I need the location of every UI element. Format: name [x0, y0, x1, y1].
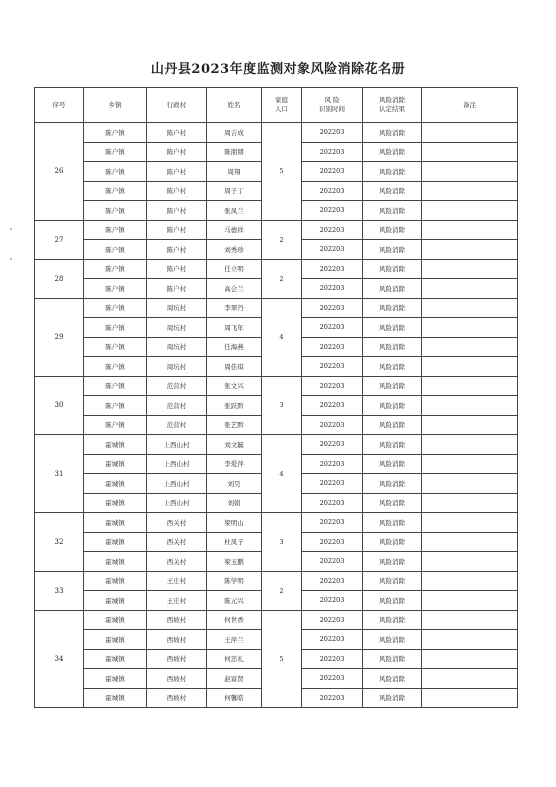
town-cell: 陈户镇	[84, 240, 147, 260]
name-cell: 李爱萍	[207, 454, 262, 474]
note-cell	[422, 513, 518, 533]
town-cell: 陈户镇	[84, 298, 147, 318]
table-row	[35, 435, 518, 455]
roster-body	[35, 123, 518, 708]
note-cell	[422, 630, 518, 650]
seq-cell: 27	[35, 220, 84, 259]
name-cell: 周佳琪	[207, 357, 262, 377]
town-cell: 陈户镇	[84, 201, 147, 221]
table-row	[35, 298, 518, 318]
result-cell: 风险消除	[363, 240, 422, 260]
village-cell: 上西山村	[147, 454, 207, 474]
village-cell: 西关村	[147, 532, 207, 552]
name-cell: 梁玉鹏	[207, 552, 262, 572]
town-cell: 陈户镇	[84, 318, 147, 338]
result-cell: 风险消除	[363, 337, 422, 357]
result-cell: 风险消除	[363, 513, 422, 533]
note-cell	[422, 142, 518, 162]
family-population-cell: 5	[262, 610, 302, 708]
note-cell	[422, 240, 518, 260]
result-cell: 风险消除	[363, 688, 422, 708]
village-cell: 陈户村	[147, 220, 207, 240]
risk-time-cell: 202203	[302, 181, 363, 201]
note-cell	[422, 259, 518, 279]
risk-time-cell: 202203	[302, 415, 363, 435]
header-family-line1: 家庭	[275, 96, 288, 105]
risk-time-cell: 202203	[302, 298, 363, 318]
result-cell: 风险消除	[363, 357, 422, 377]
header-risk-time	[302, 88, 363, 123]
result-cell: 风险消除	[363, 123, 422, 143]
result-cell: 风险消除	[363, 376, 422, 396]
risk-time-cell: 202203	[302, 220, 363, 240]
village-cell: 西坡村	[147, 688, 207, 708]
note-cell	[422, 591, 518, 611]
name-cell: 高会兰	[207, 279, 262, 299]
town-cell: 陈户镇	[84, 123, 147, 143]
name-cell: 赵富贤	[207, 669, 262, 689]
village-cell: 西坡村	[147, 649, 207, 669]
family-population-cell: 4	[262, 298, 302, 376]
town-cell: 霍城镇	[84, 435, 147, 455]
note-cell	[422, 454, 518, 474]
note-cell	[422, 415, 518, 435]
name-cell: 何忠礼	[207, 649, 262, 669]
name-cell: 李翠丹	[207, 298, 262, 318]
town-cell: 陈户镇	[84, 337, 147, 357]
result-cell: 风险消除	[363, 318, 422, 338]
town-cell: 陈户镇	[84, 220, 147, 240]
name-cell: 张跃黔	[207, 396, 262, 416]
header-village: 行政村	[147, 88, 207, 123]
name-cell: 刘娟	[207, 493, 262, 513]
note-cell	[422, 474, 518, 494]
risk-time-cell: 202203	[302, 493, 363, 513]
town-cell: 陈户镇	[84, 259, 147, 279]
header-row	[35, 88, 518, 123]
town-cell: 霍城镇	[84, 474, 147, 494]
risk-time-cell: 202203	[302, 123, 363, 143]
risk-time-cell: 202203	[302, 513, 363, 533]
header-result-line2: 认定结果	[379, 105, 405, 113]
name-cell: 陈元兴	[207, 591, 262, 611]
risk-time-cell: 202203	[302, 630, 363, 650]
name-cell: 何世香	[207, 610, 262, 630]
risk-time-cell: 202203	[302, 454, 363, 474]
seq-cell: 29	[35, 298, 84, 376]
note-cell	[422, 669, 518, 689]
town-cell: 陈户镇	[84, 162, 147, 182]
village-cell: 陈户村	[147, 162, 207, 182]
name-cell: 刘文毓	[207, 435, 262, 455]
risk-time-cell: 202203	[302, 688, 363, 708]
risk-time-cell: 202203	[302, 552, 363, 572]
village-cell: 陈户村	[147, 181, 207, 201]
table-row	[35, 376, 518, 396]
risk-time-cell: 202203	[302, 240, 363, 260]
name-cell: 王萍兰	[207, 630, 262, 650]
risk-time-cell: 202203	[302, 396, 363, 416]
village-cell: 西坡村	[147, 630, 207, 650]
result-cell: 风险消除	[363, 181, 422, 201]
risk-time-cell: 202203	[302, 532, 363, 552]
result-cell: 风险消除	[363, 474, 422, 494]
family-population-cell: 2	[262, 259, 302, 298]
result-cell: 风险消除	[363, 162, 422, 182]
note-cell	[422, 610, 518, 630]
family-population-cell: 4	[262, 435, 302, 513]
name-cell: 梁明山	[207, 513, 262, 533]
family-population-cell: 2	[262, 220, 302, 259]
document-title: 山丹县2023年度监测对象风险消除花名册	[150, 62, 406, 77]
result-cell: 风险消除	[363, 454, 422, 474]
name-cell: 周子丁	[207, 181, 262, 201]
header-town: 乡镇	[84, 88, 147, 123]
note-cell	[422, 298, 518, 318]
result-cell: 风险消除	[363, 396, 422, 416]
result-cell: 风险消除	[363, 610, 422, 630]
result-cell: 风险消除	[363, 298, 422, 318]
result-cell: 风险消除	[363, 649, 422, 669]
header-risk-line2: 识别时间	[319, 105, 345, 113]
risk-time-cell: 202203	[302, 435, 363, 455]
village-cell: 上西山村	[147, 435, 207, 455]
note-cell	[422, 493, 518, 513]
town-cell: 霍城镇	[84, 454, 147, 474]
result-cell: 风险消除	[363, 435, 422, 455]
village-cell: 周坑村	[147, 337, 207, 357]
town-cell: 陈户镇	[84, 396, 147, 416]
name-cell: 杜凤子	[207, 532, 262, 552]
family-population-cell: 5	[262, 123, 302, 221]
result-cell: 风险消除	[363, 630, 422, 650]
name-cell: 张文兴	[207, 376, 262, 396]
name-cell: 任海燕	[207, 337, 262, 357]
result-cell: 风险消除	[363, 201, 422, 221]
village-cell: 西坡村	[147, 610, 207, 630]
risk-time-cell: 202203	[302, 357, 363, 377]
town-cell: 陈户镇	[84, 181, 147, 201]
note-cell	[422, 123, 518, 143]
town-cell: 陈户镇	[84, 142, 147, 162]
seq-cell: 31	[35, 435, 84, 513]
town-cell: 霍城镇	[84, 571, 147, 591]
town-cell: 霍城镇	[84, 630, 147, 650]
village-cell: 陈户村	[147, 240, 207, 260]
table-row	[35, 123, 518, 143]
village-cell: 范营村	[147, 396, 207, 416]
note-cell	[422, 435, 518, 455]
town-cell: 陈户镇	[84, 376, 147, 396]
note-cell	[422, 181, 518, 201]
table-row	[35, 571, 518, 591]
note-cell	[422, 552, 518, 572]
table-row	[35, 220, 518, 240]
note-cell	[422, 220, 518, 240]
village-cell: 西关村	[147, 513, 207, 533]
risk-time-cell: 202203	[302, 669, 363, 689]
result-cell: 风险消除	[363, 571, 422, 591]
result-cell: 风险消除	[363, 279, 422, 299]
town-cell: 陈户镇	[84, 279, 147, 299]
seq-cell: 30	[35, 376, 84, 435]
note-cell	[422, 162, 518, 182]
risk-time-cell: 202203	[302, 610, 363, 630]
family-population-cell: 3	[262, 513, 302, 572]
seq-cell: 34	[35, 610, 84, 708]
header-note: 备注	[422, 88, 518, 123]
name-cell: 周飞年	[207, 318, 262, 338]
village-cell: 陈户村	[147, 259, 207, 279]
village-cell: 陈户村	[147, 279, 207, 299]
table-row	[35, 513, 518, 533]
result-cell: 风险消除	[363, 591, 422, 611]
header-family-population	[262, 88, 302, 123]
village-cell: 陈户村	[147, 123, 207, 143]
town-cell: 霍城镇	[84, 532, 147, 552]
town-cell: 霍城镇	[84, 591, 147, 611]
result-cell: 风险消除	[363, 532, 422, 552]
note-cell	[422, 571, 518, 591]
village-cell: 王庄村	[147, 591, 207, 611]
village-cell: 周坑村	[147, 357, 207, 377]
header-result-line1: 风险消除	[379, 96, 405, 105]
village-cell: 上西山村	[147, 474, 207, 494]
result-cell: 风险消除	[363, 220, 422, 240]
note-cell	[422, 279, 518, 299]
village-cell: 周坑村	[147, 318, 207, 338]
header-risk-line1: 风 险	[324, 96, 340, 105]
note-cell	[422, 688, 518, 708]
village-cell: 范营村	[147, 415, 207, 435]
result-cell: 风险消除	[363, 669, 422, 689]
town-cell: 霍城镇	[84, 610, 147, 630]
header-seq: 序号	[35, 88, 84, 123]
header-name: 姓名	[207, 88, 262, 123]
note-cell	[422, 376, 518, 396]
name-cell: 刘昊	[207, 474, 262, 494]
village-cell: 陈户村	[147, 142, 207, 162]
risk-time-cell: 202203	[302, 571, 363, 591]
header-family-line2: 人口	[275, 105, 288, 113]
roster-table	[34, 87, 518, 708]
note-cell	[422, 337, 518, 357]
town-cell: 陈户镇	[84, 357, 147, 377]
risk-time-cell: 202203	[302, 142, 363, 162]
risk-time-cell: 202203	[302, 279, 363, 299]
name-cell: 周吉成	[207, 123, 262, 143]
family-population-cell: 3	[262, 376, 302, 435]
town-cell: 霍城镇	[84, 552, 147, 572]
risk-time-cell: 202203	[302, 337, 363, 357]
result-cell: 风险消除	[363, 493, 422, 513]
name-cell: 陈学明	[207, 571, 262, 591]
town-cell: 霍城镇	[84, 688, 147, 708]
village-cell: 西坡村	[147, 669, 207, 689]
risk-time-cell: 202203	[302, 162, 363, 182]
risk-time-cell: 202203	[302, 591, 363, 611]
note-cell	[422, 396, 518, 416]
risk-time-cell: 202203	[302, 649, 363, 669]
scan-mark	[10, 228, 12, 230]
name-cell: 任立明	[207, 259, 262, 279]
table-row	[35, 610, 518, 630]
name-cell: 张艺黔	[207, 415, 262, 435]
risk-time-cell: 202203	[302, 259, 363, 279]
village-cell: 上西山村	[147, 493, 207, 513]
result-cell: 风险消除	[363, 259, 422, 279]
town-cell: 陈户镇	[84, 415, 147, 435]
note-cell	[422, 357, 518, 377]
risk-time-cell: 202203	[302, 318, 363, 338]
scan-mark	[10, 258, 12, 260]
village-cell: 王庄村	[147, 571, 207, 591]
note-cell	[422, 201, 518, 221]
town-cell: 霍城镇	[84, 669, 147, 689]
name-cell: 张凤兰	[207, 201, 262, 221]
family-population-cell: 2	[262, 571, 302, 610]
town-cell: 霍城镇	[84, 493, 147, 513]
result-cell: 风险消除	[363, 142, 422, 162]
name-cell: 刘秀珍	[207, 240, 262, 260]
name-cell: 周翔	[207, 162, 262, 182]
risk-time-cell: 202203	[302, 474, 363, 494]
village-cell: 陈户村	[147, 201, 207, 221]
header-result	[363, 88, 422, 123]
note-cell	[422, 649, 518, 669]
village-cell: 周坑村	[147, 298, 207, 318]
village-cell: 范营村	[147, 376, 207, 396]
seq-cell: 26	[35, 123, 84, 221]
seq-cell: 33	[35, 571, 84, 610]
note-cell	[422, 318, 518, 338]
town-cell: 霍城镇	[84, 513, 147, 533]
risk-time-cell: 202203	[302, 376, 363, 396]
note-cell	[422, 532, 518, 552]
village-cell: 西关村	[147, 552, 207, 572]
seq-cell: 32	[35, 513, 84, 572]
result-cell: 风险消除	[363, 415, 422, 435]
name-cell: 马德祥	[207, 220, 262, 240]
table-row	[35, 259, 518, 279]
name-cell: 何馨皓	[207, 688, 262, 708]
name-cell: 陈朋朋	[207, 142, 262, 162]
risk-time-cell: 202203	[302, 201, 363, 221]
seq-cell: 28	[35, 259, 84, 298]
result-cell: 风险消除	[363, 552, 422, 572]
town-cell: 霍城镇	[84, 649, 147, 669]
